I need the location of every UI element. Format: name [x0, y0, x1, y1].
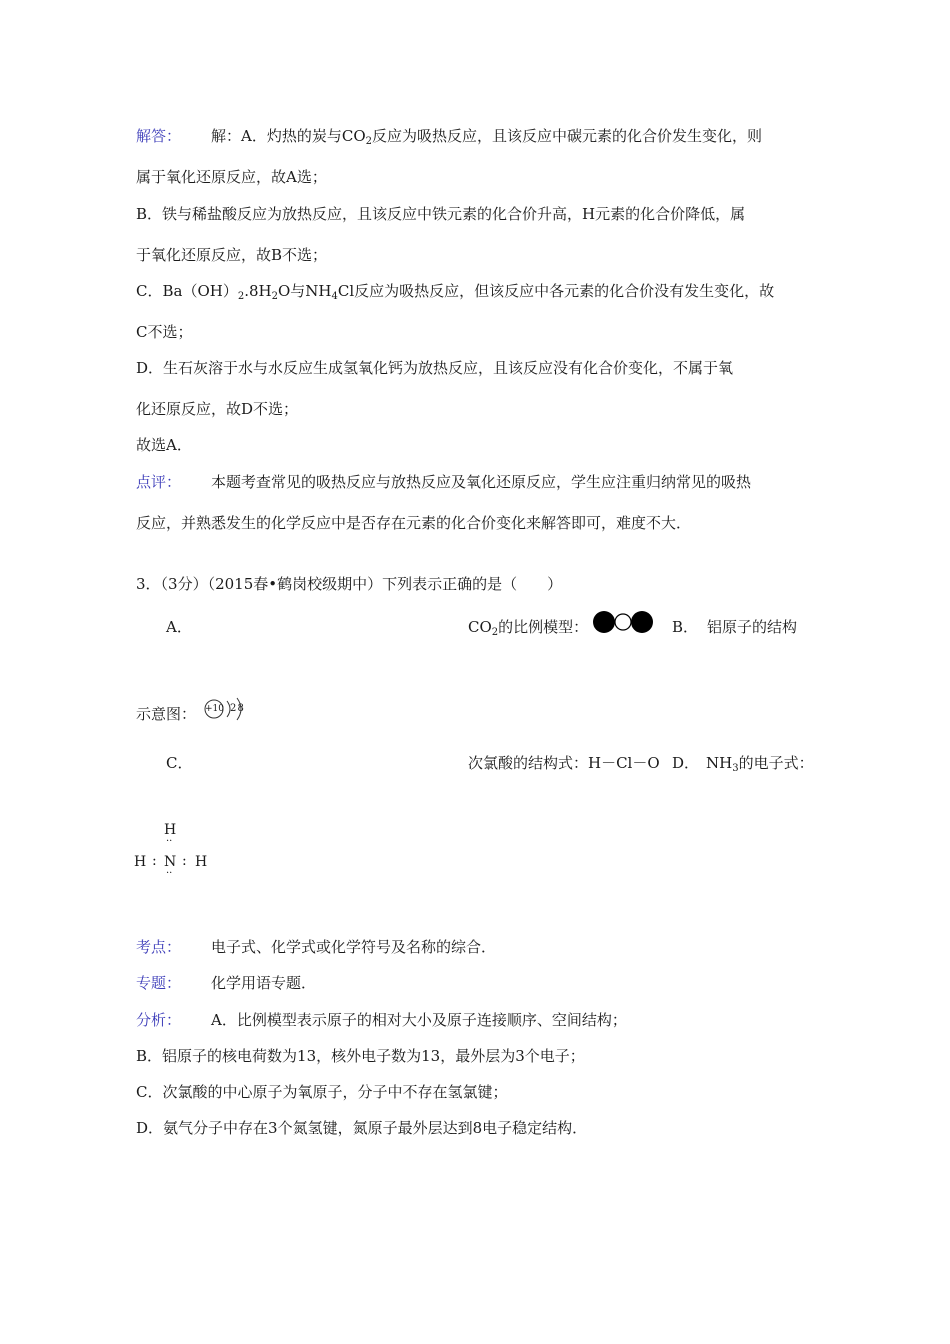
lewis-sep-right: :	[182, 853, 187, 869]
solution-line-5	[136, 281, 774, 301]
nh3-electron-formula	[132, 822, 212, 884]
text: O与NH	[277, 282, 332, 300]
solution-line-6: C不选；	[136, 323, 193, 341]
text: .8H	[244, 282, 272, 300]
text: C．Ba（OH）	[136, 282, 238, 300]
review-line-2: 反应，并熟悉发生的化学反应中是否存在元素的化合价变化来解答即可，难度不大．	[136, 514, 692, 532]
option-d-letter: D．	[672, 754, 700, 772]
option-c-letter: C．	[166, 754, 193, 772]
solution-line-4: 于氧化还原反应，故B不选；	[136, 246, 328, 264]
option-a-letter: A．	[166, 618, 192, 636]
solution-text-1b: 反应为吸热反应，且该反应中碳元素的化合价发生变化，则	[372, 127, 763, 145]
subscript: 4	[331, 291, 338, 302]
review-line-1	[136, 472, 751, 492]
kaodian-line	[136, 937, 496, 957]
co2-ratio-model-icon	[592, 608, 654, 636]
subscript: 3	[732, 763, 739, 774]
kaodian-label: 考点：	[136, 938, 182, 956]
solution-line-9: 故选A．	[136, 436, 192, 454]
text: Cl反应为吸热反应，但该反应中各元素的化合价没有发生变化，故	[337, 282, 775, 300]
solution-line-8: 化还原反应，故D不选；	[136, 400, 299, 418]
solution-line-2: 属于氧化还原反应，故A选；	[136, 168, 327, 186]
zhuanti-line	[136, 973, 316, 993]
question-stem: 3．（3分）（2015春•鹤岗校级期中）下列表示正确的是（ ）	[136, 575, 563, 593]
text: CO	[468, 618, 492, 636]
fenxi-line-4: D．氨气分子中存在3个氮氢键，氮原子最外层达到8电子稳定结构．	[136, 1119, 588, 1137]
solution-text-1a: 解：A．灼热的炭与CO	[211, 127, 366, 145]
review-text: 本题考查常见的吸热反应与放热反应及氧化还原反应，学生应注重归纳常见的吸热	[211, 473, 752, 491]
fenxi-line-3: C．次氯酸的中心原子为氧原子，分子中不存在氢氯键；	[136, 1083, 508, 1101]
subscript: 2	[237, 291, 245, 302]
fenxi-label: 分析：	[136, 1011, 182, 1029]
kaodian-text: 电子式、化学式或化学符号及名称的综合．	[211, 938, 497, 956]
fenxi-line-1	[136, 1010, 627, 1030]
zhuanti-label: 专题：	[136, 974, 182, 992]
lewis-right-h: H	[195, 854, 208, 870]
atom-nucleus: +10	[205, 704, 224, 714]
lewis-pair-top: ··	[166, 836, 173, 847]
solution-label: 解答：	[136, 127, 182, 145]
atom-shell-electrons: 2 8	[230, 703, 243, 714]
solution-line-7: D．生石灰溶于水与水反应生成氢氧化钙为放热反应，且该反应没有化合价变化，不属于氧	[136, 359, 734, 377]
subscript: 2	[365, 136, 372, 147]
solution-line-3: B．铁与稀盐酸反应为放热反应，且该反应中铁元素的化合价升高，H元素的化合价降低，属	[136, 205, 746, 223]
subscript: 2	[271, 291, 278, 302]
atom-structure-diagram	[203, 695, 253, 723]
option-d-text	[706, 753, 814, 773]
fenxi-text-1: A．比例模型表示原子的相对大小及原子连接顺序、空间结构；	[211, 1011, 627, 1029]
option-b-text: 铝原子的结构	[707, 618, 798, 636]
text: 的电子式：	[738, 754, 814, 772]
review-label: 点评：	[136, 473, 182, 491]
lewis-center-n: N	[164, 854, 177, 870]
lewis-sep-left: :	[152, 853, 157, 869]
option-a-text	[468, 617, 588, 637]
solution-line-1	[136, 126, 762, 146]
option-b-letter: B．	[672, 618, 699, 636]
fenxi-line-2: B．铝原子的核电荷数为13，核外电子数为13，最外层为3个电子；	[136, 1047, 585, 1065]
zhuanti-text: 化学用语专题．	[211, 974, 317, 992]
option-c-text: 次氯酸的结构式：H－Cl－O	[468, 754, 660, 772]
lewis-left-h: H	[134, 854, 147, 870]
lewis-pair-bottom: ··	[166, 868, 173, 879]
subscript: 2	[491, 627, 499, 638]
lewis-top-h: H	[164, 822, 177, 838]
text: NH	[706, 754, 733, 772]
option-b-text-cont: 示意图：	[136, 705, 197, 723]
text: 的比例模型：	[498, 618, 589, 636]
